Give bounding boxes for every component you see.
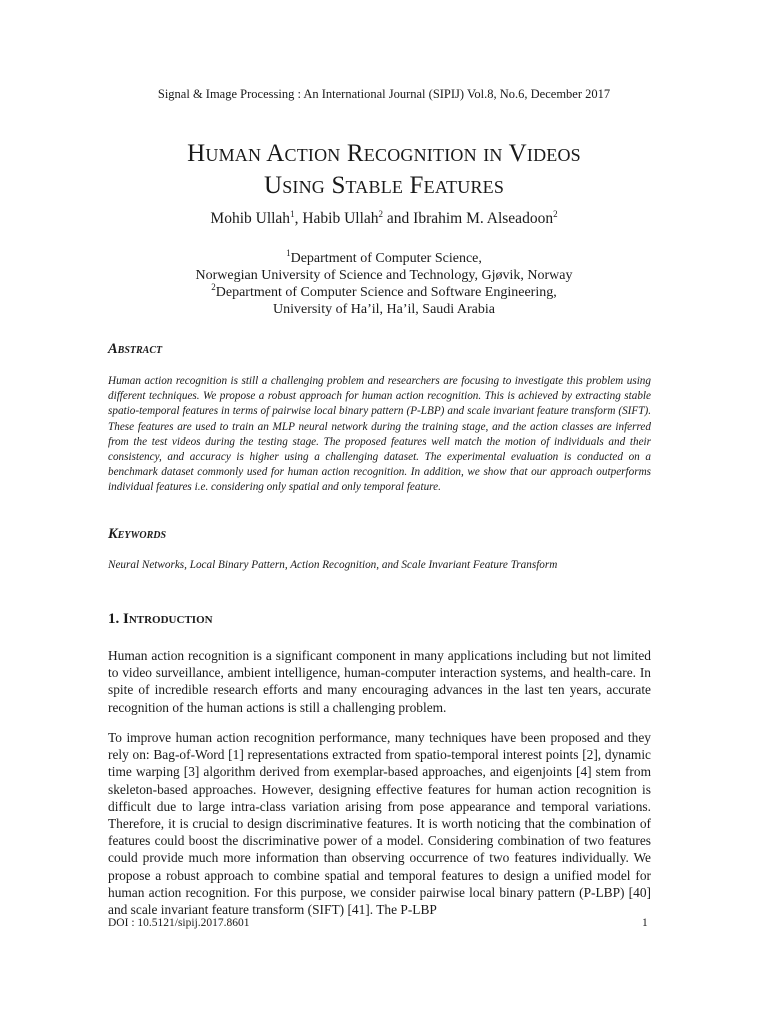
keywords-text: Neural Networks, Local Binary Pattern, Action Recognition, and Scale Invariant Feature Transform	[108, 559, 558, 571]
affiliation-line: University of Ha’il, Ha’il, Saudi Arabia	[272, 302, 495, 317]
title-line-2: Using Stable Features	[263, 172, 505, 199]
author-name: Mohib Ullah	[210, 210, 291, 227]
affiliation-1	[0, 250, 768, 267]
author-separator: ,	[294, 210, 303, 227]
affiliation-mark: 1	[286, 248, 291, 258]
intro-paragraph: To improve human action recognition performance, many techniques have been proposed and they rely on: Bag-of-Word [1] representations extracted from spatio-temporal interest points [2], dynamic time warping [3] algorithm derived from exemplar-based approaches, and eigenjoints [4] stem from skeleton-based approaches. However, designing effective features for human action recognition is difficult due to large intra-class variation arising from pose appearance and temporal variations. Therefore, it is crucial to design discriminative features. It is worth noticing that the combination of features could boost the discriminative power of a model. Considering combination of two features could provide much more information than observing occurrence of two features individually. We propose a robust approach to combine spatial and temporal features to design a unified model for human action recognition. For this purpose, we consider pairwise local binary pattern (P-LBP) [40] and scale invariant feature transform (SIFT) [41]. The P-LBP	[108, 730, 651, 918]
page-number: 1	[642, 917, 648, 929]
author-name: Habib Ullah	[302, 210, 379, 227]
affiliation-line: Department of Computer Science,	[290, 251, 482, 266]
intro-paragraph: Human action recognition is a significant component in many applications including but not limited to video surveillance, ambient intelligence, human-computer interaction systems, and health-care. In spite of incredible research efforts and many encouraging advances in the last ten years, accurate recognition of the human actions is still a challenging problem.	[108, 648, 651, 715]
introduction-heading: 1. Introduction	[108, 611, 213, 627]
author-name: Ibrahim M. Alseadoon	[413, 210, 554, 227]
author-list	[0, 210, 768, 228]
affiliation-line: Norwegian University of Science and Technology, Gjøvik, Norway	[195, 268, 573, 283]
abstract-heading: Abstract	[108, 341, 163, 357]
paper-title	[84, 138, 684, 202]
affiliation-2	[0, 284, 768, 301]
affiliation-mark: 2	[553, 209, 558, 219]
title-line-1: Human Action Recognition in Videos	[187, 140, 581, 167]
affiliation-line: Department of Computer Science and Software Engineering,	[215, 285, 557, 300]
running-header: Signal & Image Processing : An International Journal (SIPIJ) Vol.8, No.6, December 2017	[157, 87, 611, 101]
doi-footer: DOI : 10.5121/sipij.2017.8601	[108, 917, 250, 929]
affiliation-mark: 2	[378, 209, 384, 219]
affiliation-mark: 2	[211, 282, 216, 292]
abstract-text: Human action recognition is still a challenging problem and researchers are focusing to investigate this problem using different techniques. We propose a robust approach for human action recognition. This is achieved by extracting stable spatio-temporal features in terms of pairwise local binary pattern (P-LBP) and scale invariant feature transform (SIFT). These features are used to train an MLP neural network during the training stage, and the action classes are inferred from the test videos during the testing stage. The proposed features well match the motion of individuals and their consistency, and accuracy is higher using a challenging dataset. The experimental evaluation is conducted on a benchmark dataset commonly used for human action recognition. In addition, we show that our approach outperforms individual features i.e. considering only spatial and only temporal feature.	[108, 375, 651, 494]
affiliations	[0, 250, 768, 318]
keywords-heading: Keywords	[108, 526, 167, 542]
affiliation-mark: 1	[290, 209, 295, 219]
author-separator: and	[383, 210, 414, 227]
